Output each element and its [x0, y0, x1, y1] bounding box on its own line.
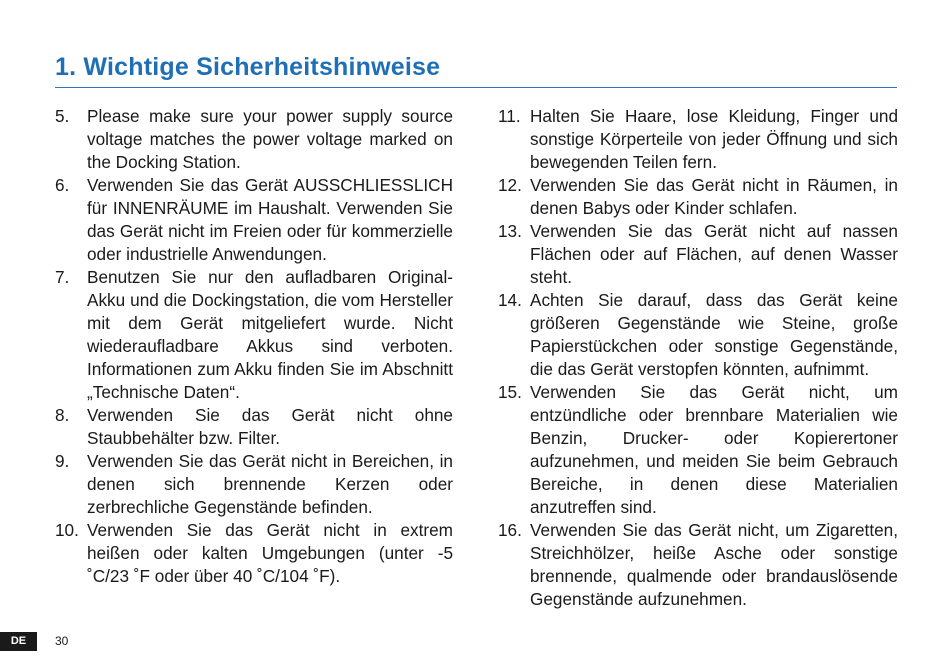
- title-divider: [55, 87, 897, 88]
- item-number: 16.: [498, 520, 522, 540]
- item-text: Achten Sie darauf, dass das Gerät keine größeren Gegenstände wie Steine, große Papierstückchen oder sonstige Gegenstände, die das Gerät verstopfen könnten, aufnimmt.: [530, 290, 898, 379]
- item-number: 10.: [55, 520, 79, 540]
- list-item: [55, 266, 453, 404]
- list-item: [55, 174, 453, 266]
- item-text: Benutzen Sie nur den aufladbaren Original-Akku und die Dockingstation, die vom Hersteller mit dem Gerät mitgeliefert wurde. Nicht wiederaufladbare Akkus sind verboten. Informationen zum Akku finden Sie im Abschnitt „Technische Daten“.: [87, 267, 453, 402]
- item-number: 11.: [498, 106, 521, 126]
- list-item: [55, 519, 453, 588]
- item-number: 14.: [498, 290, 522, 310]
- item-number: 7.: [55, 267, 70, 287]
- list-item: [498, 220, 898, 289]
- item-text: Verwenden Sie das Gerät nicht in Räumen, in denen Babys oder Kinder schlafen.: [530, 175, 898, 218]
- item-text: Verwenden Sie das Gerät nicht, um Zigaretten, Streichhölzer, heiße Asche oder sonstige brennende, qualmende oder brandauslösende Gegenstände aufzunehmen.: [530, 520, 898, 609]
- item-text: Halten Sie Haare, lose Kleidung, Finger und sonstige Körperteile von jeder Öffnung und sich bewegenden Teilen fern.: [530, 106, 898, 172]
- list-item: [55, 450, 453, 519]
- list-item: [498, 381, 898, 519]
- page-number: 30: [55, 634, 69, 648]
- list-item: [498, 105, 898, 174]
- item-number: 5.: [55, 106, 70, 126]
- item-text: Verwenden Sie das Gerät nicht, um entzündliche oder brennbare Materialien wie Benzin, Drucker- oder Kopierertoner aufzunehmen, und meiden Sie beim Gebrauch Bereiche, in denen diese Materialien anzutreffen sind.: [530, 382, 898, 517]
- list-item: [498, 174, 898, 220]
- item-number: 8.: [55, 405, 70, 425]
- item-text: Please make sure your power supply source voltage matches the power voltage marked on the Docking Station.: [87, 106, 453, 172]
- list-item: [498, 289, 898, 381]
- item-number: 12.: [498, 175, 522, 195]
- item-text: Verwenden Sie das Gerät nicht in extrem heißen oder kalten Umgebungen (unter -5 ˚C/23 ˚F oder über 40 ˚C/104 ˚F).: [87, 520, 453, 586]
- item-number: 13.: [498, 221, 522, 241]
- safety-list-right: [498, 105, 898, 611]
- item-number: 6.: [55, 175, 70, 195]
- item-number: 15.: [498, 382, 522, 402]
- item-number: 9.: [55, 451, 70, 471]
- item-text: Verwenden Sie das Gerät nicht in Bereichen, in denen sich brennende Kerzen oder zerbrechliche Gegenstände befinden.: [87, 451, 453, 517]
- list-item: [55, 105, 453, 174]
- item-text: Verwenden Sie das Gerät nicht auf nassen Flächen oder auf Flächen, auf denen Wasser steht.: [530, 221, 898, 287]
- page-title: 1. Wichtige Sicherheitshinweise: [55, 53, 441, 81]
- list-item: [55, 404, 453, 450]
- item-text: Verwenden Sie das Gerät nicht ohne Staubbehälter bzw. Filter.: [87, 405, 453, 448]
- language-badge: DE: [0, 632, 37, 651]
- safety-list-left: [55, 105, 453, 588]
- item-text: Verwenden Sie das Gerät AUSSCHLIESSLICH für INNENRÄUME im Haushalt. Verwenden Sie das Gerät nicht im Freien oder für kommerzielle oder industrielle Anwendungen.: [87, 175, 453, 264]
- list-item: [498, 519, 898, 611]
